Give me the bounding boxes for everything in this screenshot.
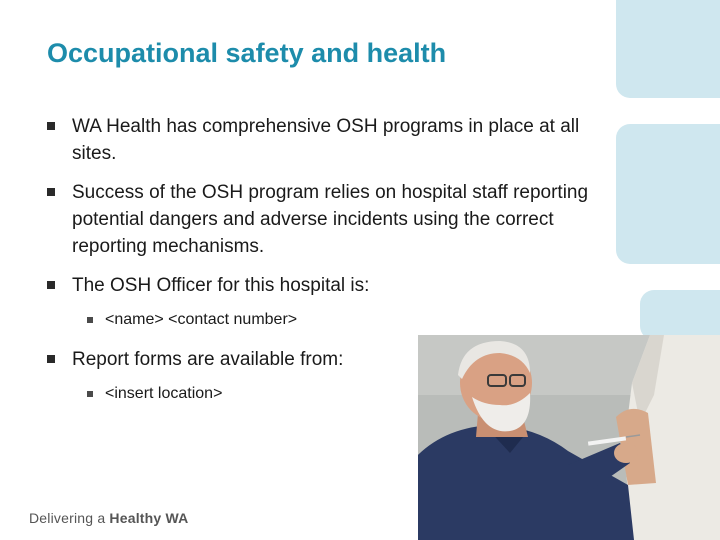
square-bullet-icon [47, 281, 55, 289]
footer-tagline [29, 510, 188, 526]
square-bullet-icon [87, 391, 93, 397]
square-bullet-icon [47, 188, 55, 196]
slide-title: Occupational safety and health [47, 38, 447, 68]
decor-block-lower [640, 290, 720, 340]
sub-bullet-item [47, 309, 617, 331]
vaccination-photo [418, 335, 720, 540]
footer-brand: Healthy WA [109, 510, 189, 526]
bullet-item [47, 179, 617, 260]
decor-block-top [616, 0, 720, 98]
sub-bullet-text: <name> <contact number> [105, 311, 298, 328]
vaccination-photo-illustration [418, 335, 720, 540]
square-bullet-icon [87, 317, 93, 323]
square-bullet-icon [47, 355, 55, 363]
sub-bullet-text: <insert location> [105, 385, 223, 402]
bullet-text: The OSH Officer for this hospital is: [72, 275, 370, 296]
square-bullet-icon [47, 122, 55, 130]
bullet-text: Success of the OSH program relies on hospital staff reporting potential dangers and adverse incidents using the correct reporting mechanisms. [72, 182, 589, 257]
bullet-text: WA Health has comprehensive OSH programs in place at all sites. [72, 116, 580, 164]
bullet-item [47, 272, 617, 299]
bullet-item [47, 113, 617, 167]
footer-prefix: Delivering a [29, 510, 110, 526]
decor-block-middle [616, 124, 720, 264]
bullet-text: Report forms are available from: [72, 349, 344, 370]
